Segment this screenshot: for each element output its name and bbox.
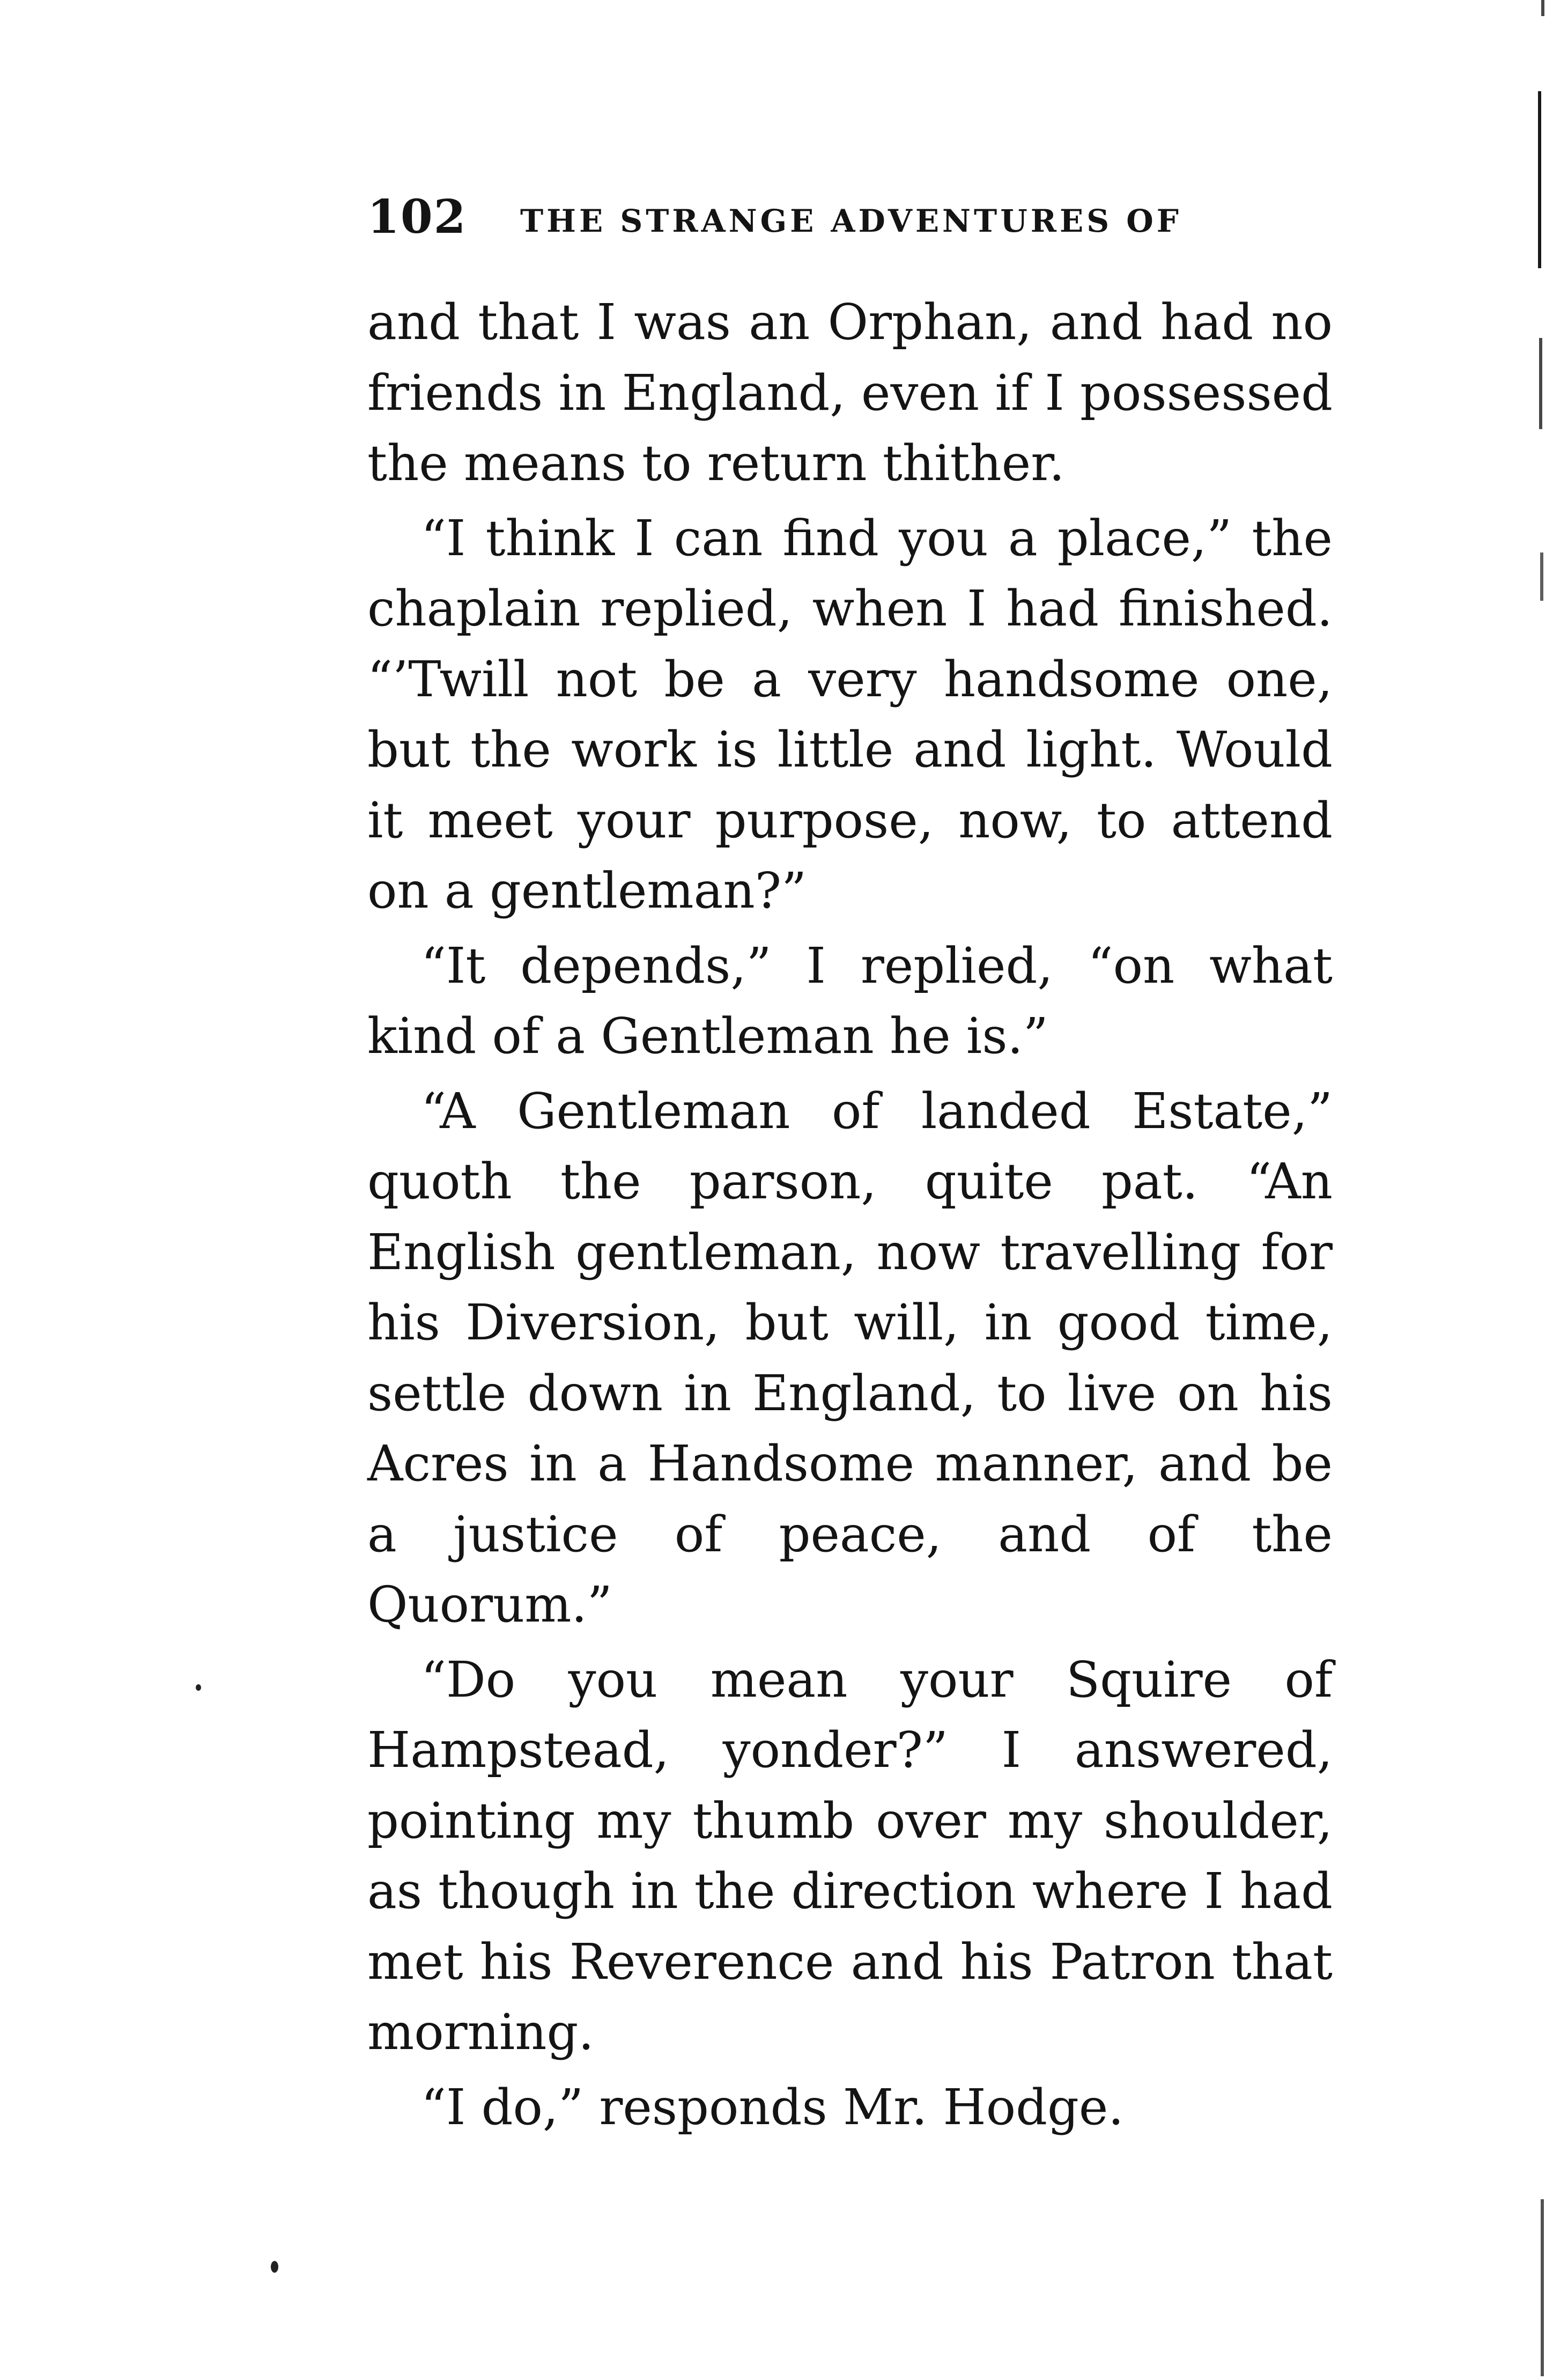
page-number: 102 <box>367 190 467 244</box>
body-text <box>367 287 1333 2142</box>
paragraph-chaplain-offer: “I think I can find you a place,” the chaplain replied, when I had finished. “’Twill not be a very handsome one, but the work is little and light. Would it meet your purpose, now, to attend on a gentleman?” <box>367 509 1333 919</box>
paragraph-landed-estate: “A Gentleman of landed Estate,” quoth the parson, quite pat. “An English gentleman, now travelling for his Diversion, but will, in good time, settle down in England, to live on his Acres in a Handsome manner, and be a justice of peace, and of the Quorum.” <box>367 1082 1333 1633</box>
scan-edge-mark <box>1541 2199 1544 2376</box>
page-header <box>367 190 1204 249</box>
scan-edge-mark <box>1539 338 1542 429</box>
paragraph-hodge-reply: “I do,” responds Mr. Hodge. <box>421 2078 1124 2136</box>
scan-edge-mark <box>1540 552 1543 601</box>
running-head: THE STRANGE ADVENTURES OF <box>520 203 1182 239</box>
paragraph-squire-question: “Do you mean your Squire of Hampstead, yonder?” I answered, pointing my thumb over my shoulder, as though in the direction where I had met his Reverence and his Patron that morning. <box>367 1650 1333 2061</box>
scan-edge-mark <box>1541 0 1544 16</box>
ink-speck <box>271 2261 278 2273</box>
paragraph-it-depends: “It depends,” I replied, “on what kind of a Gentleman he is.” <box>367 937 1333 1065</box>
ink-speck <box>196 1684 201 1691</box>
paragraph-continuation: and that I was an Orphan, and had no friends in England, even if I possessed the means to return thither. <box>367 293 1333 492</box>
scan-edge-mark <box>1538 91 1541 268</box>
